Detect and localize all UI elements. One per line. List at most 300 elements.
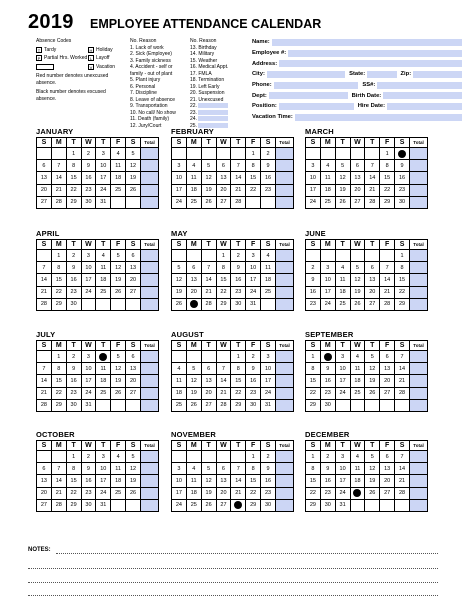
week-total-field[interactable] — [410, 475, 428, 487]
day-cell[interactable]: 8 — [51, 363, 66, 375]
day-cell[interactable]: 16 — [246, 375, 261, 387]
day-cell[interactable]: 10 — [320, 274, 335, 286]
day-cell[interactable]: 29 — [306, 499, 321, 511]
day-cell[interactable]: 5 — [126, 148, 141, 160]
day-cell[interactable]: 19 — [365, 475, 380, 487]
day-cell[interactable]: 15 — [380, 172, 395, 184]
day-cell[interactable]: 2 — [66, 250, 81, 262]
day-cell[interactable]: 5 — [350, 262, 365, 274]
day-cell[interactable]: 16 — [320, 375, 335, 387]
day-cell[interactable]: 24 — [335, 387, 350, 399]
reason-blank-field[interactable] — [198, 116, 228, 121]
day-cell[interactable]: 6 — [380, 351, 395, 363]
day-cell[interactable]: 11 — [96, 363, 111, 375]
day-cell[interactable]: 5 — [111, 351, 126, 363]
week-total-field[interactable] — [141, 399, 159, 411]
phone-field[interactable] — [274, 82, 359, 89]
day-cell[interactable]: 18 — [350, 375, 365, 387]
day-cell[interactable]: 12 — [186, 375, 201, 387]
day-cell[interactable]: 21 — [37, 286, 52, 298]
day-cell[interactable]: 18 — [96, 375, 111, 387]
day-cell[interactable]: 13 — [216, 172, 231, 184]
day-cell[interactable]: 15 — [231, 375, 246, 387]
day-cell[interactable]: 18 — [111, 172, 126, 184]
day-cell[interactable]: 5 — [365, 451, 380, 463]
day-cell[interactable]: 13 — [365, 274, 380, 286]
dept-field[interactable] — [269, 92, 348, 99]
day-cell[interactable]: 16 — [81, 475, 96, 487]
day-cell[interactable]: 8 — [51, 262, 66, 274]
day-cell[interactable]: 15 — [246, 475, 261, 487]
day-cell[interactable]: 18 — [111, 475, 126, 487]
day-cell[interactable]: 21 — [395, 475, 410, 487]
day-cell[interactable]: 4 — [172, 363, 187, 375]
day-cell[interactable]: 26 — [186, 399, 201, 411]
day-cell[interactable]: 30 — [320, 499, 335, 511]
day-cell[interactable]: 27 — [201, 399, 216, 411]
day-cell[interactable]: 17 — [335, 375, 350, 387]
day-cell[interactable]: 23 — [231, 286, 246, 298]
day-cell[interactable]: 4 — [186, 463, 201, 475]
week-total-field[interactable] — [141, 475, 159, 487]
week-total-field[interactable] — [141, 160, 159, 172]
day-cell[interactable]: 21 — [51, 184, 66, 196]
day-cell[interactable]: 27 — [350, 196, 365, 208]
day-cell[interactable]: 22 — [216, 286, 231, 298]
week-total-field[interactable] — [141, 172, 159, 184]
day-cell[interactable]: 1 — [51, 250, 66, 262]
ssn-field[interactable] — [377, 82, 462, 89]
day-cell[interactable]: 9 — [66, 363, 81, 375]
day-cell[interactable]: 8 — [216, 262, 231, 274]
day-cell[interactable]: 13 — [380, 463, 395, 475]
day-cell[interactable]: 29 — [306, 399, 321, 411]
day-cell[interactable]: 19 — [201, 184, 216, 196]
position-field[interactable] — [279, 103, 354, 110]
week-total-field[interactable] — [276, 196, 294, 208]
day-cell[interactable]: 25 — [111, 184, 126, 196]
day-cell[interactable]: 1 — [395, 250, 410, 262]
day-cell[interactable]: 3 — [246, 250, 261, 262]
day-cell[interactable]: 10 — [96, 463, 111, 475]
day-cell[interactable]: 11 — [186, 172, 201, 184]
day-cell[interactable]: 11 — [111, 160, 126, 172]
day-cell[interactable]: 26 — [350, 298, 365, 310]
day-cell[interactable]: 22 — [66, 487, 81, 499]
day-cell[interactable]: 14 — [51, 475, 66, 487]
day-cell[interactable]: 23 — [81, 184, 96, 196]
day-cell[interactable]: 7 — [51, 160, 66, 172]
day-cell[interactable]: 2 — [261, 148, 276, 160]
day-cell[interactable]: 24 — [246, 286, 261, 298]
day-cell[interactable]: 30 — [320, 399, 335, 411]
day-cell[interactable]: 3 — [81, 250, 96, 262]
day-cell[interactable]: 4 — [320, 160, 335, 172]
week-total-field[interactable] — [141, 250, 159, 262]
day-cell[interactable]: 31 — [96, 196, 111, 208]
day-cell[interactable]: 6 — [216, 160, 231, 172]
notes-line[interactable] — [56, 553, 438, 554]
day-cell[interactable]: 20 — [126, 274, 141, 286]
day-cell[interactable]: 22 — [380, 184, 395, 196]
state-field[interactable] — [367, 71, 396, 78]
day-cell[interactable]: 16 — [320, 475, 335, 487]
day-cell[interactable]: 29 — [216, 298, 231, 310]
hire-date-field[interactable] — [387, 103, 462, 110]
day-cell[interactable]: 5 — [201, 160, 216, 172]
day-cell[interactable]: 5 — [186, 363, 201, 375]
day-cell[interactable]: 12 — [111, 262, 126, 274]
day-cell[interactable]: 10 — [81, 262, 96, 274]
week-total-field[interactable] — [141, 463, 159, 475]
day-cell[interactable]: 2 — [320, 451, 335, 463]
day-cell[interactable]: 24 — [81, 286, 96, 298]
day-cell[interactable]: 5 — [335, 160, 350, 172]
day-cell[interactable]: 2 — [261, 451, 276, 463]
day-cell[interactable]: 5 — [172, 262, 187, 274]
day-cell[interactable]: 9 — [261, 160, 276, 172]
day-cell[interactable]: 28 — [51, 499, 66, 511]
day-cell[interactable]: 28 — [365, 196, 380, 208]
day-cell[interactable]: 19 — [201, 487, 216, 499]
day-cell[interactable]: 6 — [216, 463, 231, 475]
day-cell[interactable]: 11 — [320, 172, 335, 184]
day-cell[interactable]: 6 — [350, 160, 365, 172]
week-total-field[interactable] — [276, 262, 294, 274]
day-cell[interactable]: 26 — [201, 499, 216, 511]
week-total-field[interactable] — [410, 160, 428, 172]
week-total-field[interactable] — [276, 274, 294, 286]
day-cell[interactable]: 27 — [37, 196, 52, 208]
day-cell[interactable]: 6 — [126, 351, 141, 363]
week-total-field[interactable] — [141, 451, 159, 463]
day-cell[interactable]: 11 — [96, 262, 111, 274]
day-cell[interactable]: 19 — [111, 274, 126, 286]
day-cell[interactable]: 30 — [231, 298, 246, 310]
day-cell[interactable]: 8 — [306, 463, 321, 475]
day-cell[interactable]: 11 — [111, 463, 126, 475]
day-cell[interactable]: 24 — [172, 196, 187, 208]
day-cell[interactable]: 20 — [201, 387, 216, 399]
day-cell[interactable]: 12 — [201, 475, 216, 487]
day-cell[interactable]: 9 — [395, 160, 410, 172]
day-cell[interactable]: 25 — [261, 286, 276, 298]
day-cell[interactable]: 17 — [335, 475, 350, 487]
day-cell[interactable]: 13 — [37, 172, 52, 184]
day-cell[interactable]: 13 — [37, 475, 52, 487]
day-cell[interactable]: 22 — [306, 387, 321, 399]
day-cell[interactable]: 4 — [96, 250, 111, 262]
day-cell[interactable]: 23 — [320, 387, 335, 399]
day-cell[interactable]: 25 — [172, 399, 187, 411]
day-cell[interactable]: 31 — [261, 399, 276, 411]
day-cell[interactable]: 17 — [246, 274, 261, 286]
day-cell[interactable]: 8 — [66, 463, 81, 475]
day-cell[interactable]: 23 — [306, 298, 321, 310]
day-cell[interactable]: 2 — [231, 250, 246, 262]
day-cell[interactable]: 13 — [126, 262, 141, 274]
day-cell[interactable]: 10 — [306, 172, 321, 184]
day-cell[interactable]: 26 — [126, 184, 141, 196]
day-cell[interactable]: 28 — [380, 298, 395, 310]
day-cell[interactable]: 3 — [320, 262, 335, 274]
day-cell[interactable]: 12 — [111, 363, 126, 375]
day-cell[interactable]: 1 — [380, 148, 395, 160]
day-cell[interactable]: 16 — [66, 274, 81, 286]
day-cell[interactable]: 16 — [81, 172, 96, 184]
day-cell[interactable]: 14 — [380, 274, 395, 286]
week-total-field[interactable] — [141, 184, 159, 196]
day-cell[interactable]: 12 — [126, 463, 141, 475]
day-cell[interactable]: 4 — [335, 262, 350, 274]
day-cell[interactable]: 25 — [335, 298, 350, 310]
day-cell[interactable]: 25 — [96, 286, 111, 298]
day-cell[interactable]: 17 — [306, 184, 321, 196]
day-cell[interactable]: 18 — [350, 475, 365, 487]
day-cell[interactable]: 3 — [96, 148, 111, 160]
day-cell[interactable]: 18 — [335, 286, 350, 298]
day-cell[interactable]: 17 — [320, 286, 335, 298]
week-total-field[interactable] — [276, 463, 294, 475]
day-cell[interactable]: 10 — [246, 262, 261, 274]
day-cell[interactable]: 1 — [306, 351, 321, 363]
day-cell[interactable]: 29 — [380, 196, 395, 208]
day-cell[interactable]: 15 — [66, 172, 81, 184]
day-cell[interactable]: 24 — [261, 387, 276, 399]
week-total-field[interactable] — [410, 375, 428, 387]
day-cell[interactable]: 28 — [201, 298, 216, 310]
day-cell[interactable]: 9 — [320, 463, 335, 475]
day-cell[interactable]: 3 — [172, 463, 187, 475]
day-cell[interactable]: 31 — [335, 499, 350, 511]
day-cell[interactable]: 12 — [350, 274, 365, 286]
day-cell[interactable]: 19 — [172, 286, 187, 298]
day-cell[interactable]: 1 — [231, 351, 246, 363]
day-cell[interactable]: 9 — [231, 262, 246, 274]
day-cell[interactable]: 19 — [365, 375, 380, 387]
day-cell[interactable]: 20 — [37, 184, 52, 196]
day-cell[interactable]: 21 — [380, 286, 395, 298]
day-cell[interactable]: 14 — [37, 274, 52, 286]
day-cell[interactable]: 6 — [201, 363, 216, 375]
day-cell[interactable]: 20 — [126, 375, 141, 387]
day-cell[interactable]: 11 — [350, 363, 365, 375]
day-cell[interactable]: 25 — [186, 499, 201, 511]
day-cell[interactable]: 7 — [231, 463, 246, 475]
day-cell[interactable]: 31 — [96, 499, 111, 511]
week-total-field[interactable] — [410, 363, 428, 375]
day-cell[interactable]: 27 — [216, 196, 231, 208]
week-total-field[interactable] — [141, 363, 159, 375]
day-cell[interactable]: 25 — [96, 387, 111, 399]
day-cell[interactable]: 8 — [380, 160, 395, 172]
day-cell[interactable]: 4 — [111, 451, 126, 463]
week-total-field[interactable] — [410, 262, 428, 274]
week-total-field[interactable] — [276, 499, 294, 511]
day-cell[interactable]: 19 — [350, 286, 365, 298]
day-cell[interactable]: 13 — [201, 375, 216, 387]
day-cell[interactable]: 30 — [81, 196, 96, 208]
day-cell[interactable]: 23 — [246, 387, 261, 399]
day-cell[interactable]: 10 — [261, 363, 276, 375]
day-cell[interactable]: 8 — [395, 262, 410, 274]
day-cell[interactable]: 17 — [172, 487, 187, 499]
day-cell[interactable]: 20 — [365, 286, 380, 298]
week-total-field[interactable] — [410, 399, 428, 411]
day-cell[interactable]: 27 — [126, 387, 141, 399]
day-cell[interactable]: 2 — [306, 262, 321, 274]
day-cell[interactable]: 30 — [261, 499, 276, 511]
week-total-field[interactable] — [410, 387, 428, 399]
week-total-field[interactable] — [410, 298, 428, 310]
day-cell[interactable]: 7 — [201, 262, 216, 274]
week-total-field[interactable] — [410, 172, 428, 184]
day-cell[interactable]: 20 — [186, 286, 201, 298]
day-cell[interactable]: 14 — [365, 172, 380, 184]
day-cell[interactable]: 25 — [320, 196, 335, 208]
day-cell[interactable]: 4 — [350, 451, 365, 463]
day-cell[interactable]: 8 — [231, 363, 246, 375]
day-cell[interactable]: 22 — [246, 487, 261, 499]
day-cell[interactable]: 24 — [96, 487, 111, 499]
day-cell[interactable]: 21 — [201, 286, 216, 298]
day-cell[interactable]: 3 — [172, 160, 187, 172]
day-cell[interactable]: 26 — [126, 487, 141, 499]
day-cell[interactable]: 3 — [261, 351, 276, 363]
day-cell[interactable]: 10 — [96, 160, 111, 172]
day-cell[interactable]: 16 — [261, 475, 276, 487]
week-total-field[interactable] — [276, 351, 294, 363]
week-total-field[interactable] — [276, 375, 294, 387]
day-cell[interactable]: 18 — [96, 274, 111, 286]
day-cell[interactable]: 17 — [172, 184, 187, 196]
day-cell[interactable]: 19 — [335, 184, 350, 196]
day-cell[interactable]: 9 — [81, 463, 96, 475]
week-total-field[interactable] — [141, 499, 159, 511]
day-cell[interactable]: 31 — [246, 298, 261, 310]
day-cell[interactable]: 7 — [365, 160, 380, 172]
day-cell[interactable]: 13 — [380, 363, 395, 375]
day-cell[interactable]: 25 — [186, 196, 201, 208]
day-cell[interactable]: 18 — [172, 387, 187, 399]
week-total-field[interactable] — [276, 451, 294, 463]
day-cell[interactable]: 3 — [96, 451, 111, 463]
birth-date-field[interactable] — [383, 92, 462, 99]
day-cell[interactable]: 8 — [306, 363, 321, 375]
day-cell[interactable]: 24 — [96, 184, 111, 196]
week-total-field[interactable] — [276, 148, 294, 160]
day-cell[interactable]: 5 — [111, 250, 126, 262]
week-total-field[interactable] — [276, 363, 294, 375]
day-cell[interactable]: 26 — [172, 298, 187, 310]
day-cell[interactable]: 22 — [246, 184, 261, 196]
day-cell[interactable]: 28 — [395, 487, 410, 499]
day-cell[interactable]: 28 — [395, 387, 410, 399]
day-cell[interactable]: 29 — [231, 399, 246, 411]
day-cell[interactable]: 11 — [172, 375, 187, 387]
week-total-field[interactable] — [141, 286, 159, 298]
day-cell[interactable]: 27 — [365, 298, 380, 310]
day-cell[interactable]: 8 — [246, 463, 261, 475]
day-cell[interactable]: 28 — [37, 399, 52, 411]
day-cell[interactable]: 16 — [231, 274, 246, 286]
day-cell[interactable]: 21 — [231, 184, 246, 196]
day-cell[interactable]: 12 — [172, 274, 187, 286]
day-cell[interactable]: 7 — [231, 160, 246, 172]
week-total-field[interactable] — [276, 286, 294, 298]
week-total-field[interactable] — [141, 387, 159, 399]
day-cell[interactable]: 21 — [51, 487, 66, 499]
day-cell[interactable]: 1 — [306, 451, 321, 463]
week-total-field[interactable] — [410, 250, 428, 262]
day-cell[interactable] — [395, 148, 410, 160]
day-cell[interactable]: 24 — [81, 387, 96, 399]
week-total-field[interactable] — [141, 262, 159, 274]
day-cell[interactable]: 21 — [395, 375, 410, 387]
day-cell[interactable]: 18 — [186, 184, 201, 196]
day-cell[interactable]: 20 — [37, 487, 52, 499]
day-cell[interactable]: 13 — [186, 274, 201, 286]
day-cell[interactable]: 23 — [81, 487, 96, 499]
day-cell[interactable]: 28 — [231, 196, 246, 208]
week-total-field[interactable] — [410, 463, 428, 475]
day-cell[interactable]: 15 — [246, 172, 261, 184]
day-cell[interactable]: 4 — [261, 250, 276, 262]
day-cell[interactable]: 14 — [395, 363, 410, 375]
day-cell[interactable]: 21 — [365, 184, 380, 196]
day-cell[interactable]: 23 — [66, 387, 81, 399]
week-total-field[interactable] — [410, 196, 428, 208]
day-cell[interactable]: 27 — [126, 286, 141, 298]
notes-line[interactable] — [28, 568, 438, 569]
day-cell[interactable]: 12 — [365, 463, 380, 475]
day-cell[interactable]: 5 — [126, 451, 141, 463]
day-cell[interactable]: 22 — [51, 286, 66, 298]
week-total-field[interactable] — [410, 184, 428, 196]
day-cell[interactable]: 15 — [395, 274, 410, 286]
day-cell[interactable]: 7 — [216, 363, 231, 375]
day-cell[interactable]: 29 — [66, 196, 81, 208]
day-cell[interactable]: 11 — [261, 262, 276, 274]
day-cell[interactable]: 16 — [306, 286, 321, 298]
day-cell[interactable]: 14 — [231, 172, 246, 184]
day-cell[interactable]: 21 — [37, 387, 52, 399]
day-cell[interactable] — [320, 351, 335, 363]
day-cell[interactable]: 24 — [320, 298, 335, 310]
day-cell[interactable]: 17 — [96, 172, 111, 184]
day-cell[interactable]: 23 — [395, 184, 410, 196]
day-cell[interactable]: 18 — [186, 487, 201, 499]
day-cell[interactable]: 7 — [51, 463, 66, 475]
day-cell[interactable]: 20 — [350, 184, 365, 196]
day-cell[interactable]: 9 — [81, 160, 96, 172]
week-total-field[interactable] — [141, 196, 159, 208]
day-cell[interactable]: 15 — [216, 274, 231, 286]
employee-number-field[interactable] — [288, 50, 462, 57]
week-total-field[interactable] — [276, 298, 294, 310]
day-cell[interactable]: 3 — [335, 351, 350, 363]
day-cell[interactable]: 9 — [306, 274, 321, 286]
week-total-field[interactable] — [410, 499, 428, 511]
day-cell[interactable]: 13 — [126, 363, 141, 375]
week-total-field[interactable] — [141, 298, 159, 310]
day-cell[interactable]: 1 — [66, 451, 81, 463]
day-cell[interactable]: 24 — [306, 196, 321, 208]
day-cell[interactable]: 7 — [37, 262, 52, 274]
day-cell[interactable]: 14 — [231, 475, 246, 487]
day-cell[interactable]: 30 — [246, 399, 261, 411]
week-total-field[interactable] — [410, 351, 428, 363]
